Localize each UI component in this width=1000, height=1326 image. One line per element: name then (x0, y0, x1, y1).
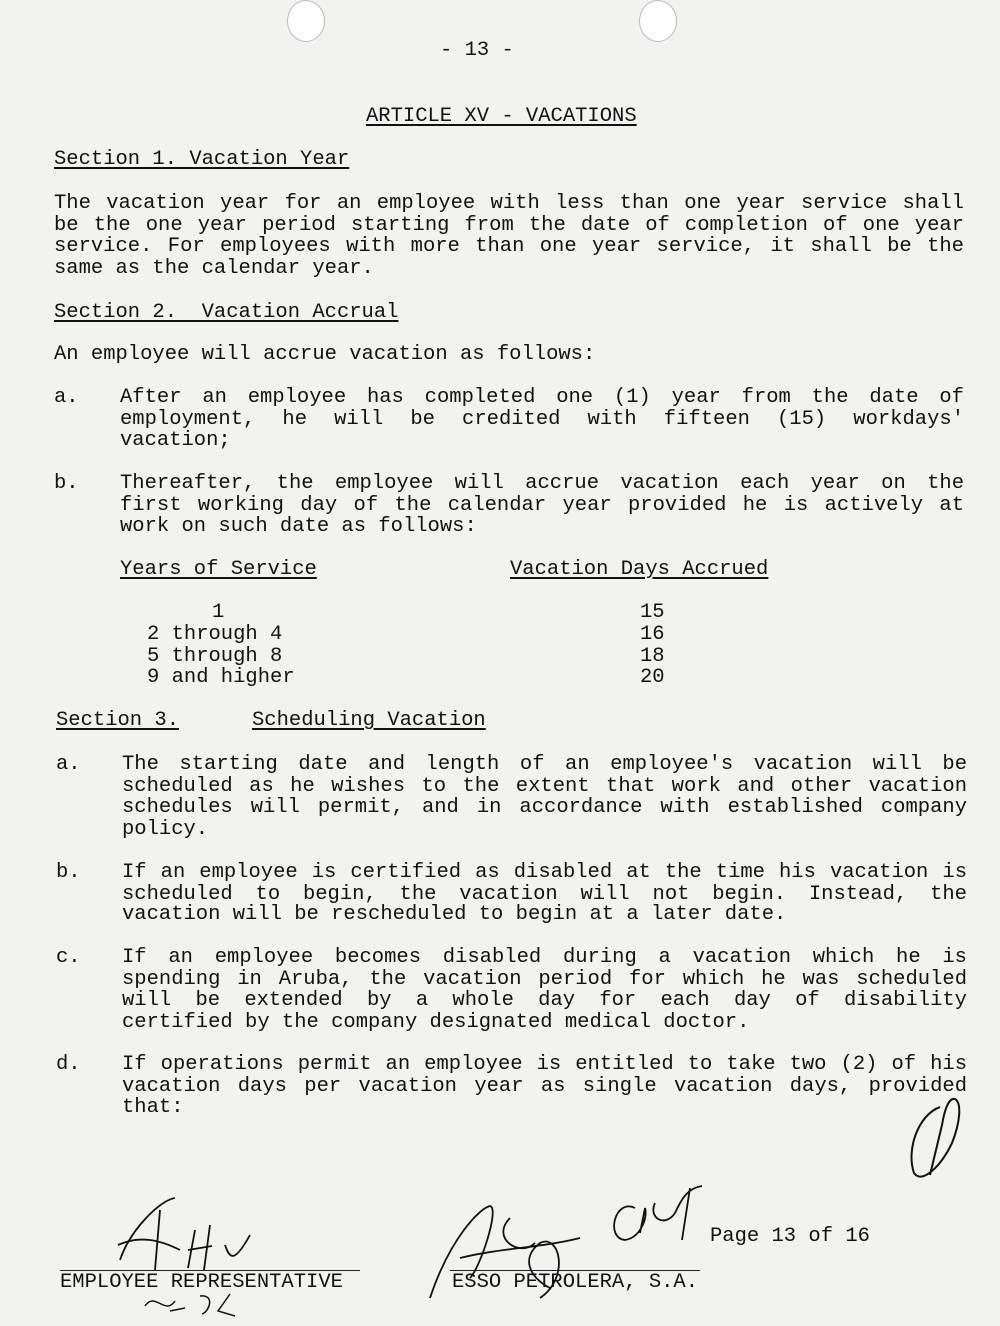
section3-item-c (122, 947, 967, 1012)
company-signature (420, 1178, 720, 1318)
table-header-days: Vacation Days Accrued (510, 558, 769, 581)
section3-item-c-line: spending in Aruba, the vacation period for which he was scheduled (122, 967, 967, 991)
section2-item-a-line: employment, he will be credited with fifteen (15) workdays' (120, 407, 964, 431)
page-of-counter: Page 13 of 16 (710, 1225, 870, 1248)
section3-item-b-line: vacation will be rescheduled to begin at a later date. (122, 903, 787, 926)
table-days: 20 (640, 666, 665, 689)
section3-item-a (122, 754, 967, 819)
esso-petrolera-label: ESSO PETROLERA, S.A. (452, 1271, 699, 1294)
section2-intro: An employee will accrue vacation as follows: (54, 343, 596, 366)
table-years: 5 through 8 (147, 645, 283, 668)
employee-initials (140, 1286, 250, 1326)
section3-item-a-line: schedules will permit, and in accordance with established company (122, 796, 967, 820)
table-days: 16 (640, 623, 665, 646)
section2-item-b-letter: b. (54, 472, 79, 495)
section3-heading-number: Section 3. (56, 709, 180, 732)
section2-item-b-line: work on such date as follows: (120, 515, 477, 538)
section1-line: be the one year period starting from the date of completion of one year (54, 213, 964, 237)
section3-heading-title: Scheduling Vacation (252, 709, 486, 732)
employee-signature (100, 1190, 280, 1280)
section3-item-d-letter: d. (56, 1053, 81, 1076)
section3-item-d (122, 1054, 967, 1097)
section3-item-a-line: scheduled as he wishes to the extent that work and other vacation (122, 774, 967, 798)
section3-item-b-line: If an employee is certified as disabled at the time his vacation is (122, 861, 967, 884)
section3-item-d-line: that: (122, 1096, 184, 1119)
section3-item-a-line: The starting date and length of an employee's vacation will be (122, 753, 967, 776)
section2-item-b (120, 473, 964, 516)
article-title: ARTICLE XV - VACATIONS (366, 105, 637, 128)
section3-item-c-line: If an employee becomes disabled during a vacation which he is (122, 946, 967, 969)
section2-item-b-line: first working day of the calendar year provided he is actively at (120, 493, 964, 517)
initials-mark (900, 1095, 975, 1185)
section1-heading: Section 1. Vacation Year (54, 148, 350, 171)
punch-hole-right (639, 0, 677, 42)
section3-item-d-line: If operations permit an employee is entitled to take two (2) of his (122, 1053, 967, 1076)
section2-item-a-line: vacation; (120, 429, 231, 452)
table-days: 18 (640, 645, 665, 668)
table-years: 2 through 4 (147, 623, 283, 646)
table-years: 9 and higher (147, 666, 295, 689)
section3-item-b-letter: b. (56, 861, 81, 884)
section1-line: same as the calendar year. (54, 257, 374, 280)
section3-item-c-letter: c. (56, 946, 81, 969)
employee-representative-label: EMPLOYEE REPRESENTATIVE (60, 1271, 343, 1294)
table-years: 1 (212, 601, 225, 624)
section1-line: service. For employees with more than one year service, it shall be the (54, 235, 964, 259)
section2-item-a-line: After an employee has completed one (1) year from the date of (120, 386, 964, 409)
section2-item-a (120, 387, 964, 430)
punch-hole-left (287, 0, 325, 42)
table-header-years: Years of Service (120, 558, 317, 581)
section3-item-a-line: policy. (122, 818, 209, 841)
section3-item-d-line: vacation days per vacation year as single vacation days, provided (122, 1074, 967, 1098)
section3-item-a-letter: a. (56, 753, 81, 776)
section1-para (54, 193, 964, 258)
section1-line: The vacation year for an employee with less than one year service shall (54, 192, 964, 215)
page-number: - 13 - (440, 39, 514, 62)
section2-heading: Section 2. Vacation Accrual (54, 301, 399, 324)
table-days: 15 (640, 601, 665, 624)
section2-item-a-letter: a. (54, 386, 79, 409)
section3-item-c-line: will be extended by a whole day for each day of disability (122, 989, 967, 1013)
section3-item-c-line: certified by the company designated medical doctor. (122, 1011, 750, 1034)
section3-item-b (122, 862, 967, 905)
section3-item-b-line: scheduled to begin, the vacation will not begin. Instead, the (122, 882, 967, 906)
section2-item-b-line: Thereafter, the employee will accrue vacation each year on the (120, 472, 964, 495)
